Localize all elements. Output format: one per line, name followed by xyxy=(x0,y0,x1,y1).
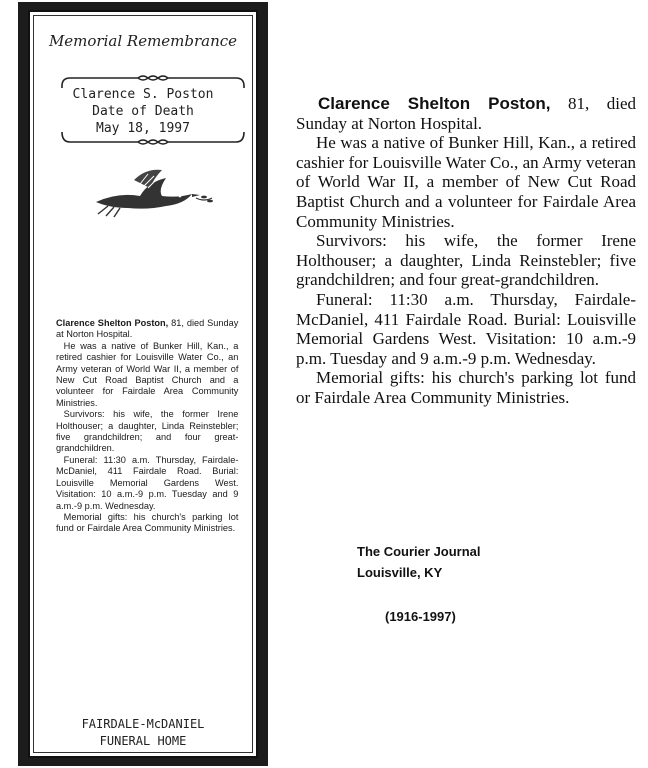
card-date-label: Date of Death xyxy=(92,104,194,119)
name-scroll-box xyxy=(58,74,228,146)
scroll-ornament-bottom xyxy=(58,132,248,146)
newspaper-clipping xyxy=(296,94,636,408)
clipping-obituary-paragraph: He was a native of Bunker Hill, Kan., a retired cashier for Louisville Water Co., an Army veteran of World War II, a member of New Cut Road Baptist Church and a volunteer for Fairdale Area Community Ministries. xyxy=(296,133,636,231)
clipping-obituary-paragraph: Funeral: 11:30 a.m. Thursday, Fairdale-McDaniel, 411 Fairdale Road. Burial: Louisville Memorial Gardens West. Visitation: 10 a.m.-9 p.m. Tuesday and 9 a.m.-9 p.m. Wednesday. xyxy=(296,289,636,368)
card-obituary-paragraph: Survivors: his wife, the former Irene Holthouser; a daughter, Linda Reinstebler; five grandchildren; and four great-grandchildren. xyxy=(56,409,239,455)
funeral-home-name xyxy=(30,716,256,750)
source-location: Louisville, KY xyxy=(357,565,443,580)
card-obituary-name: Clarence Shelton Poston, xyxy=(56,318,169,329)
source-publication: The Courier Journal xyxy=(357,544,481,559)
card-obituary-text xyxy=(56,318,238,535)
card-deceased-name: Clarence S. Poston xyxy=(72,87,214,102)
card-death-date: May 18, 1997 xyxy=(96,121,190,136)
clipping-obituary-lead xyxy=(296,94,636,133)
dove-icon xyxy=(88,162,218,222)
card-obituary-paragraph: He was a native of Bunker Hill, Kan., a retired cashier for Louisville Water Co., an Army veteran of World War II, a member of New Cut Road Baptist Church and a volunteer for Fairdale Area Community Ministries. xyxy=(56,340,239,409)
funeral-home-line1: FAIRDALE-McDANIEL xyxy=(81,717,205,731)
card-title: Memorial Remembrance xyxy=(48,32,238,50)
card-obituary-paragraph: Memorial gifts: his church's parking lot fund or Fairdale Area Community Ministries. xyxy=(56,511,239,535)
card-obituary-paragraph: Funeral: 11:30 a.m. Thursday, Fairdale-McDaniel, 411 Fairdale Road. Burial: Louisville Memorial Gardens West. Visitation: 10 a.m.-9 p.m. Tuesday and 9 a.m.-9 p.m. Wednesday. xyxy=(56,454,239,512)
newspaper-source xyxy=(357,541,481,583)
clipping-obituary-name: Clarence Shelton Poston, xyxy=(318,94,551,113)
memorial-card-panel xyxy=(28,10,258,758)
clipping-obituary-paragraph: Memorial gifts: his church's parking lot fund or Fairdale Area Community Ministries. xyxy=(296,368,636,407)
life-years: (1916-1997) xyxy=(385,609,456,624)
card-obituary-intro: 81, died Sunday at Norton Hospital. xyxy=(56,318,239,341)
clipping-obituary-paragraph: Survivors: his wife, the former Irene Holthouser; a daughter, Linda Reinstebler; five grandchildren; and four great-grandchildren. xyxy=(296,231,636,290)
card-obituary-lead xyxy=(56,318,238,341)
clipping-obituary-text xyxy=(296,94,636,408)
clipping-obituary-intro: 81, died Sunday at Norton Hospital. xyxy=(296,94,636,133)
funeral-home-line2: FUNERAL HOME xyxy=(99,734,187,748)
memorial-card xyxy=(18,2,268,766)
